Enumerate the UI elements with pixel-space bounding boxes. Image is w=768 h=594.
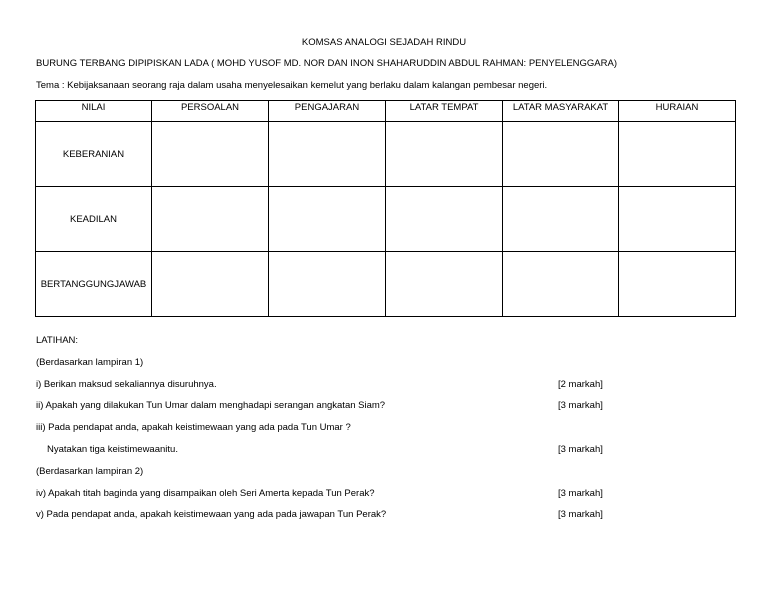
exercise-text: (Berdasarkan lampiran 1)	[36, 356, 144, 368]
marks-label: [3 markah]	[558, 487, 603, 499]
answer-cell[interactable]	[269, 252, 386, 317]
answer-cell[interactable]	[503, 187, 619, 252]
exercise-section	[36, 335, 616, 531]
exercise-text: i) Berikan maksud sekaliannya disuruhnya.	[36, 378, 217, 390]
theme-statement: Tema : Kebijaksanaan seorang raja dalam usaha menyelesaikan kemelut yang berlaku dalam kalangan pembesar negeri.	[36, 80, 548, 91]
column-header-nilai: NILAI	[36, 101, 152, 122]
analysis-table	[35, 100, 736, 317]
table-header-row	[36, 101, 736, 122]
exercise-heading: LATIHAN:	[36, 335, 79, 346]
exercise-text: iii) Pada pendapat anda, apakah keistimewaan yang ada pada Tun Umar ?	[36, 422, 351, 434]
list-item	[36, 357, 616, 379]
answer-cell[interactable]	[503, 252, 619, 317]
exercise-heading-line	[36, 335, 616, 357]
table-row	[36, 252, 736, 317]
marks-label: [3 markah]	[558, 400, 603, 412]
row-label-keberanian: KEBERANIAN	[36, 122, 152, 187]
answer-cell[interactable]	[619, 122, 736, 187]
row-label-bertanggungjawab: BERTANGGUNGJAWAB	[36, 252, 152, 317]
answer-cell[interactable]	[386, 187, 503, 252]
column-header-latar-masyarakat: LATAR MASYARAKAT	[503, 101, 619, 122]
answer-cell[interactable]	[269, 187, 386, 252]
table-row	[36, 122, 736, 187]
exercise-text: v) Pada pendapat anda, apakah keistimewaan yang ada pada jawapan Tun Perak?	[36, 509, 387, 521]
column-header-persoalan: PERSOALAN	[152, 101, 269, 122]
marks-label: [2 markah]	[558, 378, 603, 390]
table-row	[36, 187, 736, 252]
list-item	[36, 509, 616, 531]
column-header-pengajaran: PENGAJARAN	[269, 101, 386, 122]
answer-cell[interactable]	[386, 252, 503, 317]
column-header-latar-tempat: LATAR TEMPAT	[386, 101, 503, 122]
answer-cell[interactable]	[152, 122, 269, 187]
list-item	[36, 400, 616, 422]
answer-cell[interactable]	[619, 187, 736, 252]
marks-label: [3 markah]	[558, 443, 603, 455]
exercise-text: ii) Apakah yang dilakukan Tun Umar dalam menghadapi serangan angkatan Siam?	[36, 400, 386, 412]
answer-cell[interactable]	[619, 252, 736, 317]
document-title: KOMSAS ANALOGI SEJADAH RINDU	[301, 37, 467, 48]
list-item	[36, 488, 616, 510]
answer-cell[interactable]	[386, 122, 503, 187]
list-item	[36, 379, 616, 401]
answer-cell[interactable]	[152, 252, 269, 317]
exercise-text: (Berdasarkan lampiran 2)	[36, 465, 144, 477]
marks-label: [3 markah]	[558, 509, 603, 521]
row-label-keadilan: KEADILAN	[36, 187, 152, 252]
list-item	[36, 466, 616, 488]
answer-cell[interactable]	[152, 187, 269, 252]
column-header-huraian: HURAIAN	[619, 101, 736, 122]
list-item	[36, 422, 616, 444]
exercise-text: iv) Apakah titah baginda yang disampaikan oleh Seri Amerta kepada Tun Perak?	[36, 487, 375, 499]
answer-cell[interactable]	[503, 122, 619, 187]
document-subtitle: BURUNG TERBANG DIPIPISKAN LADA ( MOHD YUSOF MD. NOR DAN INON SHAHARUDDIN ABDUL RAHMAN: PENYELENGGARA)	[36, 58, 618, 69]
answer-cell[interactable]	[269, 122, 386, 187]
exercise-text: Nyatakan tiga keistimewaanitu.	[47, 443, 178, 455]
list-item	[36, 444, 616, 466]
